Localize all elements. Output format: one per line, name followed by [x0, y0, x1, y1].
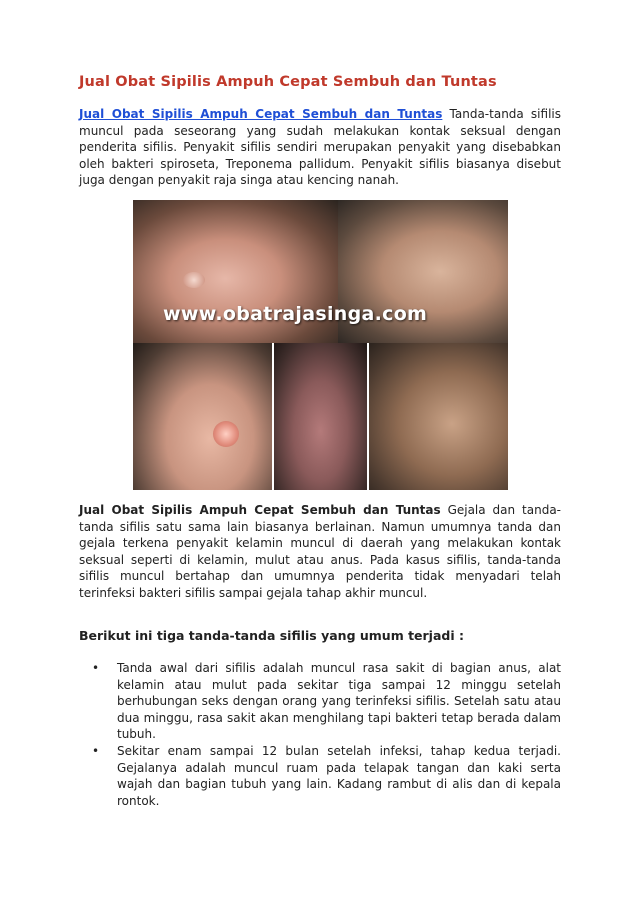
list-heading: Berikut ini tiga tanda-tanda sifilis yang umum terjadi :	[79, 628, 464, 643]
list-item-text: Sekitar enam sampai 12 bulan setelah infeksi, tahap kedua terjadi. Gejalanya adalah muncul ruam pada telapak tangan dan kaki serta wajah dan bagian tubuh yang lain. Kadang rambut di alis dan di kepala rontok.	[117, 743, 561, 808]
photo-divider	[367, 343, 369, 490]
bullet-icon: •	[92, 661, 100, 675]
watermark-text: www.obatrajasinga.com	[163, 303, 428, 325]
symptom-photo-collage	[133, 200, 508, 490]
intro-paragraph	[79, 106, 561, 189]
bullet-icon: •	[92, 743, 100, 758]
photo-panel	[133, 343, 273, 490]
symptom-list	[79, 660, 561, 809]
photo-panel	[368, 343, 508, 490]
lesion-mark	[183, 272, 205, 288]
photo-divider	[272, 343, 274, 490]
second-paragraph	[79, 502, 561, 602]
intro-link[interactable]: Jual Obat Sipilis Ampuh Cepat Sembuh dan Tuntas	[79, 107, 443, 121]
second-text: Gejala dan tanda-tanda sifilis satu sama lain biasanya berlainan. Namun umumnya tanda dan gejala terkena penyakit kelamin muncul di daerah yang melakukan kontak seksual seperti di kelamin, mulut atau anus. Pada kasus sifilis, tanda-tanda sifilis muncul bertahap dan umumnya penderita tidak menyadari telah terinfeksi bakteri sifilis sampai gejala tahap akhir muncul.	[79, 503, 562, 600]
list-item-text: Tanda awal dari sifilis adalah muncul rasa sakit di bagian anus, alat kelamin atau mulut pada sekitar tiga sampai 12 minggu setelah berhubungan seks dengan orang yang terinfeksi sifilis. Setelah satu atau dua minggu, rasa sakit akan menghilang tapi bakteri tetap berada dalam tubuh.	[117, 661, 561, 742]
second-lead: Jual Obat Sipilis Ampuh Cepat Sembuh dan Tuntas	[79, 503, 441, 517]
intro-text: Tanda-tanda sifilis muncul pada seseorang yang sudah melakukan kontak seksual dengan penderita sifilis. Penyakit sifilis sendiri merupakan penyakit yang disebabkan oleh bakteri spiroseta, Treponema pallidum. Penyakit sifilis biasanya disebut juga dengan penyakit raja singa atau kencing nanah.	[79, 107, 561, 188]
list-item	[79, 743, 561, 809]
lesion-mark	[213, 421, 239, 447]
document-title: Jual Obat Sipilis Ampuh Cepat Sembuh dan Tuntas	[79, 74, 497, 90]
list-item	[79, 660, 561, 743]
photo-panel	[273, 343, 368, 490]
